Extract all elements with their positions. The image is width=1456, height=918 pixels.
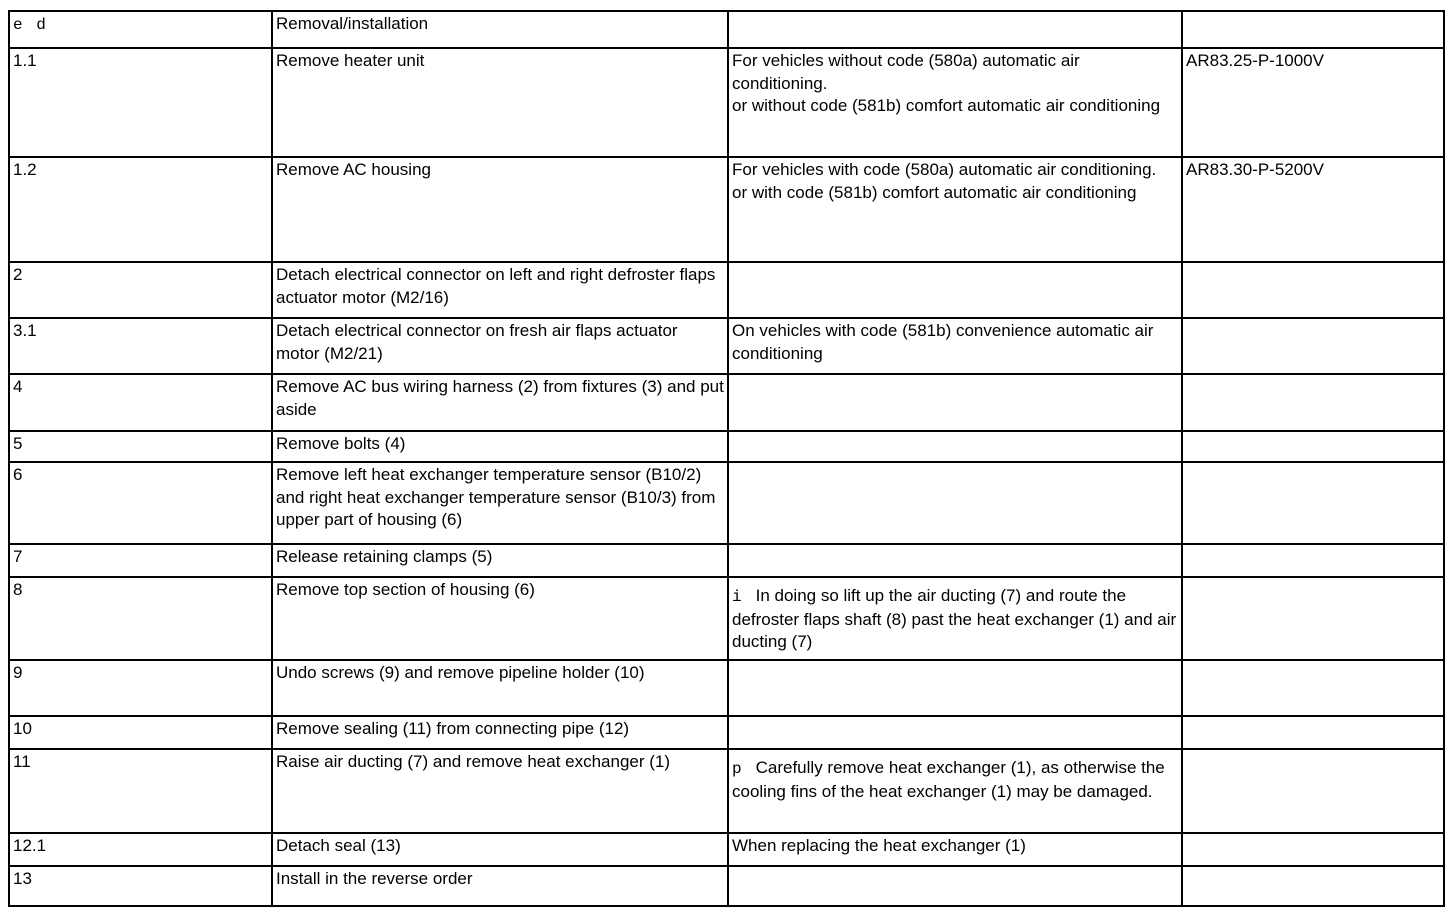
reference-cell: [1182, 544, 1444, 577]
reference-link[interactable]: AR83.30-P-5200V: [1186, 160, 1324, 179]
step-number: 13: [13, 869, 32, 888]
table-row: [9, 716, 1444, 749]
step-number: 12.1: [13, 836, 47, 855]
action-text: Remove AC housing: [276, 160, 431, 179]
action-cell: [272, 262, 728, 318]
reference-cell: [1182, 833, 1444, 866]
step-cell: [9, 48, 272, 157]
note-cell: [728, 833, 1182, 866]
action-text: Remove bolts (4): [276, 434, 406, 453]
step-number: 6: [13, 465, 23, 484]
action-text: Detach electrical connector on left and right defroster flaps actuator motor (M2/16): [276, 265, 716, 307]
step-cell: [9, 318, 272, 374]
step-cell: [9, 716, 272, 749]
action-text: Detach seal (13): [276, 836, 401, 855]
reference-cell: [1182, 866, 1444, 906]
reference-cell: [1182, 318, 1444, 374]
step-number: 5: [13, 434, 23, 453]
step-number: 10: [13, 719, 32, 738]
table-row: [9, 577, 1444, 660]
action-cell: [272, 544, 728, 577]
step-number: 3.1: [13, 321, 37, 340]
note-cell: [728, 48, 1182, 157]
reference-cell: [1182, 660, 1444, 716]
step-cell: [9, 577, 272, 660]
table-row: [9, 462, 1444, 544]
table-row: [9, 833, 1444, 866]
action-cell: [272, 431, 728, 462]
header-symbols-cell: [9, 11, 272, 48]
step-number: 7: [13, 547, 23, 566]
action-cell: [272, 157, 728, 262]
action-text: Raise air ducting (7) and remove heat exchanger (1): [276, 752, 671, 771]
header-title-cell: [272, 11, 728, 48]
action-text: Remove heater unit: [276, 51, 425, 70]
table-row: [9, 48, 1444, 157]
header-col3-cell: [728, 11, 1182, 48]
table-row: [9, 544, 1444, 577]
reference-cell: [1182, 157, 1444, 262]
action-cell: [272, 866, 728, 906]
step-number: 1.2: [13, 160, 37, 179]
action-text: Remove sealing (11) from connecting pipe (12): [276, 719, 630, 738]
note-text: When replacing the heat exchanger (1): [732, 836, 1026, 855]
action-cell: [272, 48, 728, 157]
action-text: Remove AC bus wiring harness (2) from fixtures (3) and put aside: [276, 377, 724, 419]
action-cell: [272, 716, 728, 749]
reference-cell: [1182, 431, 1444, 462]
note-cell: [728, 866, 1182, 906]
reference-cell: [1182, 577, 1444, 660]
table-header-row: [9, 11, 1444, 48]
table-row: [9, 660, 1444, 716]
table-row: [9, 374, 1444, 431]
header-symbols: e d: [13, 16, 48, 34]
header-col4-cell: [1182, 11, 1444, 48]
step-number: 9: [13, 663, 23, 682]
reference-cell: [1182, 749, 1444, 833]
table-row: [9, 157, 1444, 262]
note-cell: [728, 462, 1182, 544]
step-cell: [9, 374, 272, 431]
reference-cell: [1182, 262, 1444, 318]
note-text: For vehicles without code (580a) automatic air conditioning. or without code (581b) comfort automatic air conditioning: [732, 51, 1161, 115]
action-cell: [272, 374, 728, 431]
reference-link[interactable]: AR83.25-P-1000V: [1186, 51, 1324, 70]
step-cell: [9, 866, 272, 906]
note-cell: [728, 544, 1182, 577]
step-cell: [9, 262, 272, 318]
reference-cell: [1182, 462, 1444, 544]
step-cell: [9, 431, 272, 462]
action-text: Undo screws (9) and remove pipeline holder (10): [276, 663, 645, 682]
action-text: Release retaining clamps (5): [276, 547, 493, 566]
note-cell: [728, 157, 1182, 262]
table-row: [9, 431, 1444, 462]
step-cell: [9, 544, 272, 577]
step-cell: [9, 157, 272, 262]
note-text: In doing so lift up the air ducting (7) and route the defroster flaps shaft (8) past the heat exchanger (1) and air ducting (7): [732, 586, 1177, 651]
note-cell: [728, 318, 1182, 374]
action-cell: [272, 462, 728, 544]
reference-cell: [1182, 48, 1444, 157]
step-cell: [9, 749, 272, 833]
note-cell: [728, 374, 1182, 431]
note-text: For vehicles with code (580a) automatic air conditioning. or with code (581b) comfort automatic air conditioning: [732, 160, 1157, 202]
step-number: 8: [13, 580, 23, 599]
note-text: Carefully remove heat exchanger (1), as otherwise the cooling fins of the heat exchanger (1) may be damaged.: [732, 758, 1165, 801]
action-cell: [272, 833, 728, 866]
action-text: Detach electrical connector on fresh air flaps actuator motor (M2/21): [276, 321, 678, 363]
note-cell: [728, 749, 1182, 833]
action-text: Remove left heat exchanger temperature sensor (B10/2) and right heat exchanger temperature sensor (B10/3) from upper part of housing (6): [276, 465, 716, 529]
table-row: [9, 866, 1444, 906]
note-cell: [728, 660, 1182, 716]
header-title: Removal/installation: [276, 14, 429, 33]
step-cell: [9, 833, 272, 866]
action-cell: [272, 318, 728, 374]
note-symbol: p: [732, 760, 742, 778]
action-cell: [272, 749, 728, 833]
table-row: [9, 749, 1444, 833]
table-row: [9, 318, 1444, 374]
action-text: Remove top section of housing (6): [276, 580, 535, 599]
step-cell: [9, 462, 272, 544]
action-cell: [272, 577, 728, 660]
note-symbol: i: [732, 588, 742, 606]
note-cell: [728, 262, 1182, 318]
procedure-table: [8, 10, 1445, 907]
action-text: Install in the reverse order: [276, 869, 473, 888]
reference-cell: [1182, 716, 1444, 749]
table-row: [9, 262, 1444, 318]
step-cell: [9, 660, 272, 716]
step-number: 2: [13, 265, 23, 284]
action-cell: [272, 660, 728, 716]
step-number: 1.1: [13, 51, 37, 70]
note-cell: [728, 577, 1182, 660]
step-number: 11: [13, 752, 31, 771]
note-text: On vehicles with code (581b) convenience automatic air conditioning: [732, 321, 1154, 363]
note-cell: [728, 431, 1182, 462]
step-number: 4: [13, 377, 23, 396]
reference-cell: [1182, 374, 1444, 431]
note-cell: [728, 716, 1182, 749]
